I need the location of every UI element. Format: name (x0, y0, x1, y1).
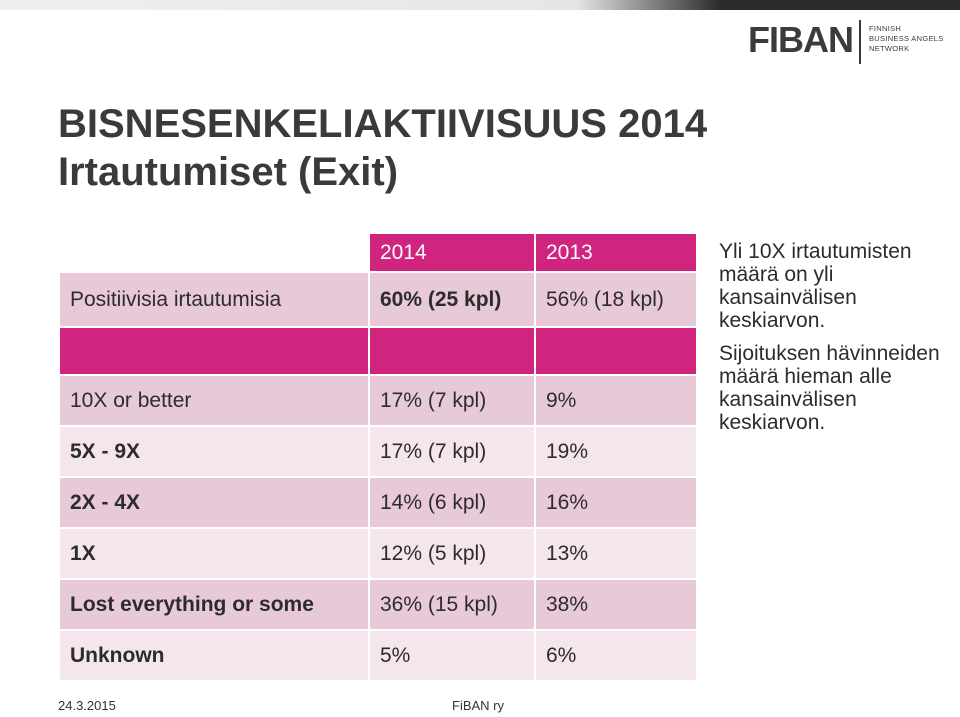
logo-subtitle-line: NETWORK (869, 44, 910, 53)
row-value-2014: 36% (15 kpl) (369, 579, 535, 630)
table-header-row (59, 233, 697, 272)
logo-wordmark: FIBAN (748, 19, 853, 60)
table-row (59, 630, 697, 681)
row-label: 1X (59, 528, 369, 579)
table-row (59, 426, 697, 477)
side-note-losses: Sijoituksen hävinneiden määrä hieman alle kansainvälisen keskiarvon. (719, 342, 940, 434)
row-value-2014: 12% (5 kpl) (369, 528, 535, 579)
separator-cell (369, 327, 535, 375)
row-label: 10X or better (59, 375, 369, 426)
top-bar (0, 0, 960, 10)
header-year-2014: 2014 (369, 233, 535, 272)
row-label: Unknown (59, 630, 369, 681)
row-value-2013: 19% (535, 426, 697, 477)
side-notes (719, 240, 949, 434)
row-value-2013: 16% (535, 477, 697, 528)
positive-label: Positiivisia irtautumisia (59, 272, 369, 327)
table-row-positive (59, 272, 697, 327)
row-value-2013: 9% (535, 375, 697, 426)
table-separator-row (59, 327, 697, 375)
row-value-2013: 6% (535, 630, 697, 681)
side-note-exits: Yli 10X irtautumisten määrä on yli kansainvälisen keskiarvon. (719, 240, 912, 332)
logo-subtitle-line: FINNISH (869, 24, 902, 33)
row-label: Lost everything or some (59, 579, 369, 630)
positive-2014: 60% (25 kpl) (369, 272, 535, 327)
header-year-2013: 2013 (535, 233, 697, 272)
footer-organization: FiBAN ry (452, 698, 504, 713)
slide-title-line-2: Irtautumiset (Exit) (58, 150, 399, 194)
row-value-2014: 5% (369, 630, 535, 681)
exit-table (58, 232, 698, 682)
table-row (59, 528, 697, 579)
row-value-2013: 38% (535, 579, 697, 630)
logo-divider (859, 20, 861, 64)
row-value-2013: 13% (535, 528, 697, 579)
row-value-2014: 17% (7 kpl) (369, 426, 535, 477)
logo-subtitle-line: BUSINESS ANGELS (869, 34, 944, 43)
logo-subtitle (869, 24, 959, 54)
slide-title-line-1: BISNESENKELIAKTIIVISUUS 2014 (58, 102, 708, 146)
row-label: 2X - 4X (59, 477, 369, 528)
slide-title (58, 100, 707, 196)
row-label: 5X - 9X (59, 426, 369, 477)
footer-date: 24.3.2015 (58, 698, 116, 713)
header-empty-cell (59, 233, 369, 272)
table-row (59, 579, 697, 630)
table-row (59, 477, 697, 528)
table-row (59, 375, 697, 426)
separator-cell (535, 327, 697, 375)
row-value-2014: 14% (6 kpl) (369, 477, 535, 528)
row-value-2014: 17% (7 kpl) (369, 375, 535, 426)
separator-cell (59, 327, 369, 375)
positive-2013: 56% (18 kpl) (535, 272, 697, 327)
